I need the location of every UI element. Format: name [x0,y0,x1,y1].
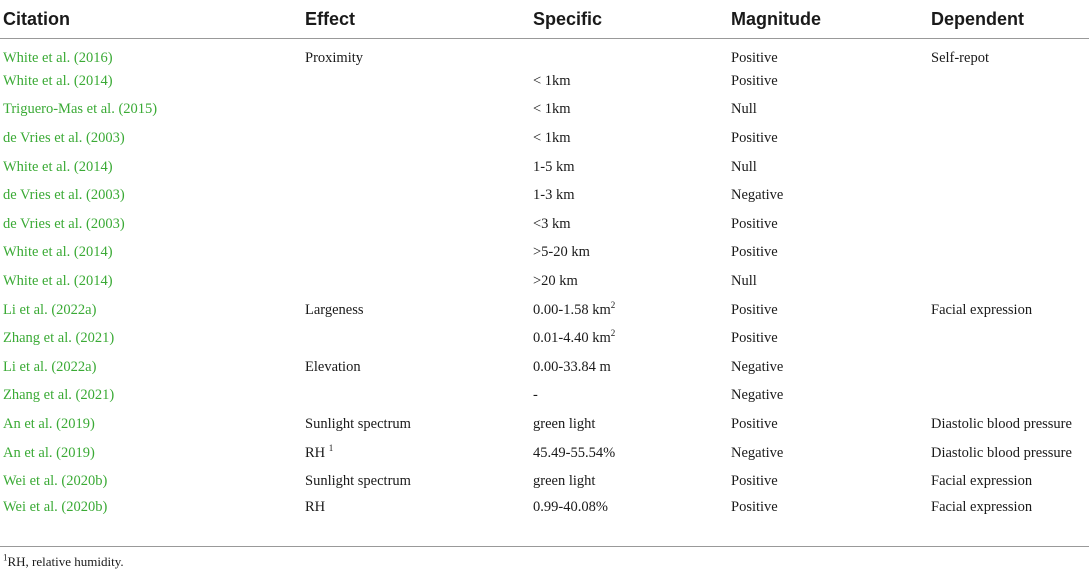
cell-dependent [928,96,1089,125]
cell-citation [0,267,302,296]
cell-effect [302,153,530,182]
cell-effect [302,410,530,439]
citation-year-link[interactable]: 2020b [66,498,103,515]
cell-effect [302,467,530,496]
cell-specific [530,410,728,439]
table-row [0,439,1089,468]
cell-effect [302,353,530,382]
cell-citation [0,210,302,239]
cell-magnitude: Positive [731,215,778,232]
citation-author-link[interactable]: Zhang et al. ( [3,387,81,404]
cell-dependent [928,124,1089,153]
cell-dependent: Facial expression [931,473,1033,490]
citation-year-link[interactable]: 2021 [80,330,110,347]
cell-effect [302,439,530,468]
citation-author-link[interactable]: de Vries et al. ( [3,215,91,232]
cell-effect [302,210,530,239]
cell-magnitude: Positive [731,301,778,318]
citation-year-link[interactable]: 2021 [80,387,110,404]
cell-effect [302,124,530,153]
cell-specific [530,467,728,496]
cell-specific [530,210,728,239]
table-row [0,96,1089,125]
cell-dependent: Diastolic blood pressure [931,444,1072,461]
cell-citation [0,67,302,96]
cell-dependent [928,181,1089,210]
cell-specific [530,439,728,468]
cell-dependent [928,324,1089,353]
citation-year-link[interactable]: 2016 [78,49,108,66]
effect-text: Elevation [305,358,361,375]
table-header-row [0,0,1089,39]
specific-text: < 1km [533,101,571,118]
footnote-marker: 1 [3,552,8,563]
specific-text: >20 km [533,273,578,290]
specific-superscript: 2 [610,299,616,310]
citation-year-link[interactable]: 2014 [78,72,108,89]
effect-text: RH [305,444,329,461]
header-dependent: Dependent [931,8,1025,29]
table-row [0,153,1089,182]
citation-close-paren: ) [109,387,115,404]
citation-author-link[interactable]: Wei et al. ( [3,498,67,515]
cell-dependent [928,210,1089,239]
cell-citation [0,239,302,268]
cell-citation [0,181,302,210]
cell-specific [530,96,728,125]
cell-magnitude: Positive [731,244,778,261]
cell-magnitude: Positive [731,416,778,433]
cell-citation [0,353,302,382]
cell-magnitude: Negative [731,358,784,375]
citation-close-paren: ) [119,130,125,147]
specific-text: < 1km [533,130,571,147]
cell-specific [530,67,728,96]
cell-citation [0,153,302,182]
cell-effect [302,181,530,210]
citation-author-link[interactable]: Wei et al. ( [3,473,67,490]
cell-dependent [928,67,1089,96]
cell-dependent: Facial expression [931,498,1033,515]
table-bottom-rule [0,546,1089,547]
citation-author-link[interactable]: Li et al. ( [3,358,57,375]
cell-effect [302,382,530,411]
table-row [0,39,1089,68]
cell-citation [0,410,302,439]
cell-magnitude: Negative [731,444,784,461]
citation-close-paren: ) [107,273,113,290]
specific-text: 0.01-4.40 km [533,330,611,347]
table-row [0,67,1089,96]
citation-author-link[interactable]: White et al. ( [3,158,79,175]
citation-year-link[interactable]: 2022a [56,301,92,318]
citation-author-link[interactable]: Li et al. ( [3,301,57,318]
citation-author-link[interactable]: White et al. ( [3,273,79,290]
cell-magnitude: Positive [731,330,778,347]
cell-citation [0,324,302,353]
cell-citation [0,496,302,525]
cell-specific [530,239,728,268]
citation-year-link[interactable]: 2014 [78,158,108,175]
citation-close-paren: ) [107,72,113,89]
cell-magnitude: Positive [731,130,778,147]
cell-citation [0,96,302,125]
specific-text: <3 km [533,215,571,232]
citation-close-paren: ) [109,330,115,347]
citation-author-link[interactable]: Zhang et al. ( [3,330,81,347]
cell-effect [302,267,530,296]
table-row [0,239,1089,268]
citation-year-link[interactable]: 2019 [60,416,90,433]
cell-dependent: Diastolic blood pressure [931,416,1072,433]
specific-text: < 1km [533,72,571,89]
specific-text: green light [533,473,596,490]
citation-author-link[interactable]: An et al. ( [3,416,61,433]
citation-close-paren: ) [152,101,158,118]
cell-magnitude: Null [731,158,757,175]
citation-year-link[interactable]: 2003 [90,187,120,204]
cell-effect [302,96,530,125]
cell-specific [530,353,728,382]
footnote [3,554,124,570]
citation-year-link[interactable]: 2014 [78,244,108,261]
specific-text: >5-20 km [533,244,590,261]
cell-citation [0,382,302,411]
cell-citation [0,296,302,325]
cell-magnitude: Positive [731,498,778,515]
cell-dependent: Facial expression [931,301,1033,318]
citation-year-link[interactable]: 2014 [78,273,108,290]
cell-dependent: Self-repot [931,49,989,66]
cell-effect [302,39,530,68]
effect-text: RH [305,498,326,515]
specific-superscript: 2 [610,328,616,339]
cell-specific [530,153,728,182]
citation-author-link[interactable]: White et al. ( [3,244,79,261]
cell-effect [302,496,530,525]
citation-close-paren: ) [102,473,108,490]
citation-author-link[interactable]: White et al. ( [3,49,79,66]
citation-close-paren: ) [91,358,97,375]
specific-text: 1-3 km [533,187,575,204]
effect-footnote-marker: 1 [328,442,334,453]
citation-author-link[interactable]: de Vries et al. ( [3,130,91,147]
citation-close-paren: ) [89,444,95,461]
cell-dependent [928,353,1089,382]
cell-citation [0,439,302,468]
cell-magnitude: Positive [731,473,778,490]
table-row [0,382,1089,411]
cell-dependent [928,153,1089,182]
citation-author-link[interactable]: White et al. ( [3,72,79,89]
table-body [0,39,1089,525]
cell-specific [530,324,728,353]
citation-close-paren: ) [119,187,125,204]
cell-magnitude: Negative [731,387,784,404]
specific-text: green light [533,416,596,433]
cell-effect [302,296,530,325]
specific-text: 0.00-1.58 km [533,301,611,318]
cell-specific [530,39,728,68]
header-effect: Effect [305,8,356,29]
effect-text: Largeness [305,301,364,318]
cell-dependent [928,239,1089,268]
cell-effect [302,324,530,353]
citation-author-link[interactable]: de Vries et al. ( [3,187,91,204]
citation-close-paren: ) [107,158,113,175]
specific-text: 0.99-40.08% [533,498,608,515]
header-magnitude: Magnitude [731,8,821,29]
table-row [0,410,1089,439]
citation-year-link[interactable]: 2003 [90,215,120,232]
table-row [0,496,1089,525]
table-row [0,467,1089,496]
citation-close-paren: ) [89,416,95,433]
cell-magnitude: Positive [731,72,778,89]
cell-magnitude: Null [731,101,757,118]
effect-text: Sunlight spectrum [305,416,411,433]
effect-text: Sunlight spectrum [305,473,411,490]
effect-text: Proximity [305,49,364,66]
cell-effect [302,67,530,96]
cell-citation [0,124,302,153]
cell-specific [530,382,728,411]
table-row [0,296,1089,325]
cell-specific [530,267,728,296]
citation-close-paren: ) [119,215,125,232]
header-specific: Specific [533,8,603,29]
specific-text: 1-5 km [533,158,575,175]
specific-text: 45.49-55.54% [533,444,616,461]
table-row [0,324,1089,353]
cell-citation [0,467,302,496]
table-row [0,267,1089,296]
citation-author-link[interactable]: An et al. ( [3,444,61,461]
citation-close-paren: ) [91,301,97,318]
table-row [0,181,1089,210]
citation-year-link[interactable]: 2003 [90,130,120,147]
citation-year-link[interactable]: 2020b [66,473,103,490]
specific-text: - [533,387,538,404]
header-citation: Citation [3,8,70,29]
cell-specific [530,296,728,325]
citation-author-link[interactable]: Triguero-Mas et al. ( [3,101,124,118]
cell-specific [530,496,728,525]
table-row [0,210,1089,239]
cell-dependent [928,382,1089,411]
citation-close-paren: ) [102,498,108,515]
cell-dependent [928,267,1089,296]
citation-close-paren: ) [107,49,113,66]
cell-specific [530,124,728,153]
citation-close-paren: ) [107,244,113,261]
cell-effect [302,239,530,268]
footnote-text: RH, relative humidity. [7,554,124,569]
citation-year-link[interactable]: 2015 [123,101,153,118]
cell-magnitude: Positive [731,49,778,66]
cell-specific [530,181,728,210]
table-row [0,124,1089,153]
citation-year-link[interactable]: 2022a [56,358,92,375]
citation-year-link[interactable]: 2019 [60,444,90,461]
specific-text: 0.00-33.84 m [533,358,611,375]
cell-citation [0,39,302,68]
cell-magnitude: Null [731,273,757,290]
table-row [0,353,1089,382]
cell-magnitude: Negative [731,187,784,204]
